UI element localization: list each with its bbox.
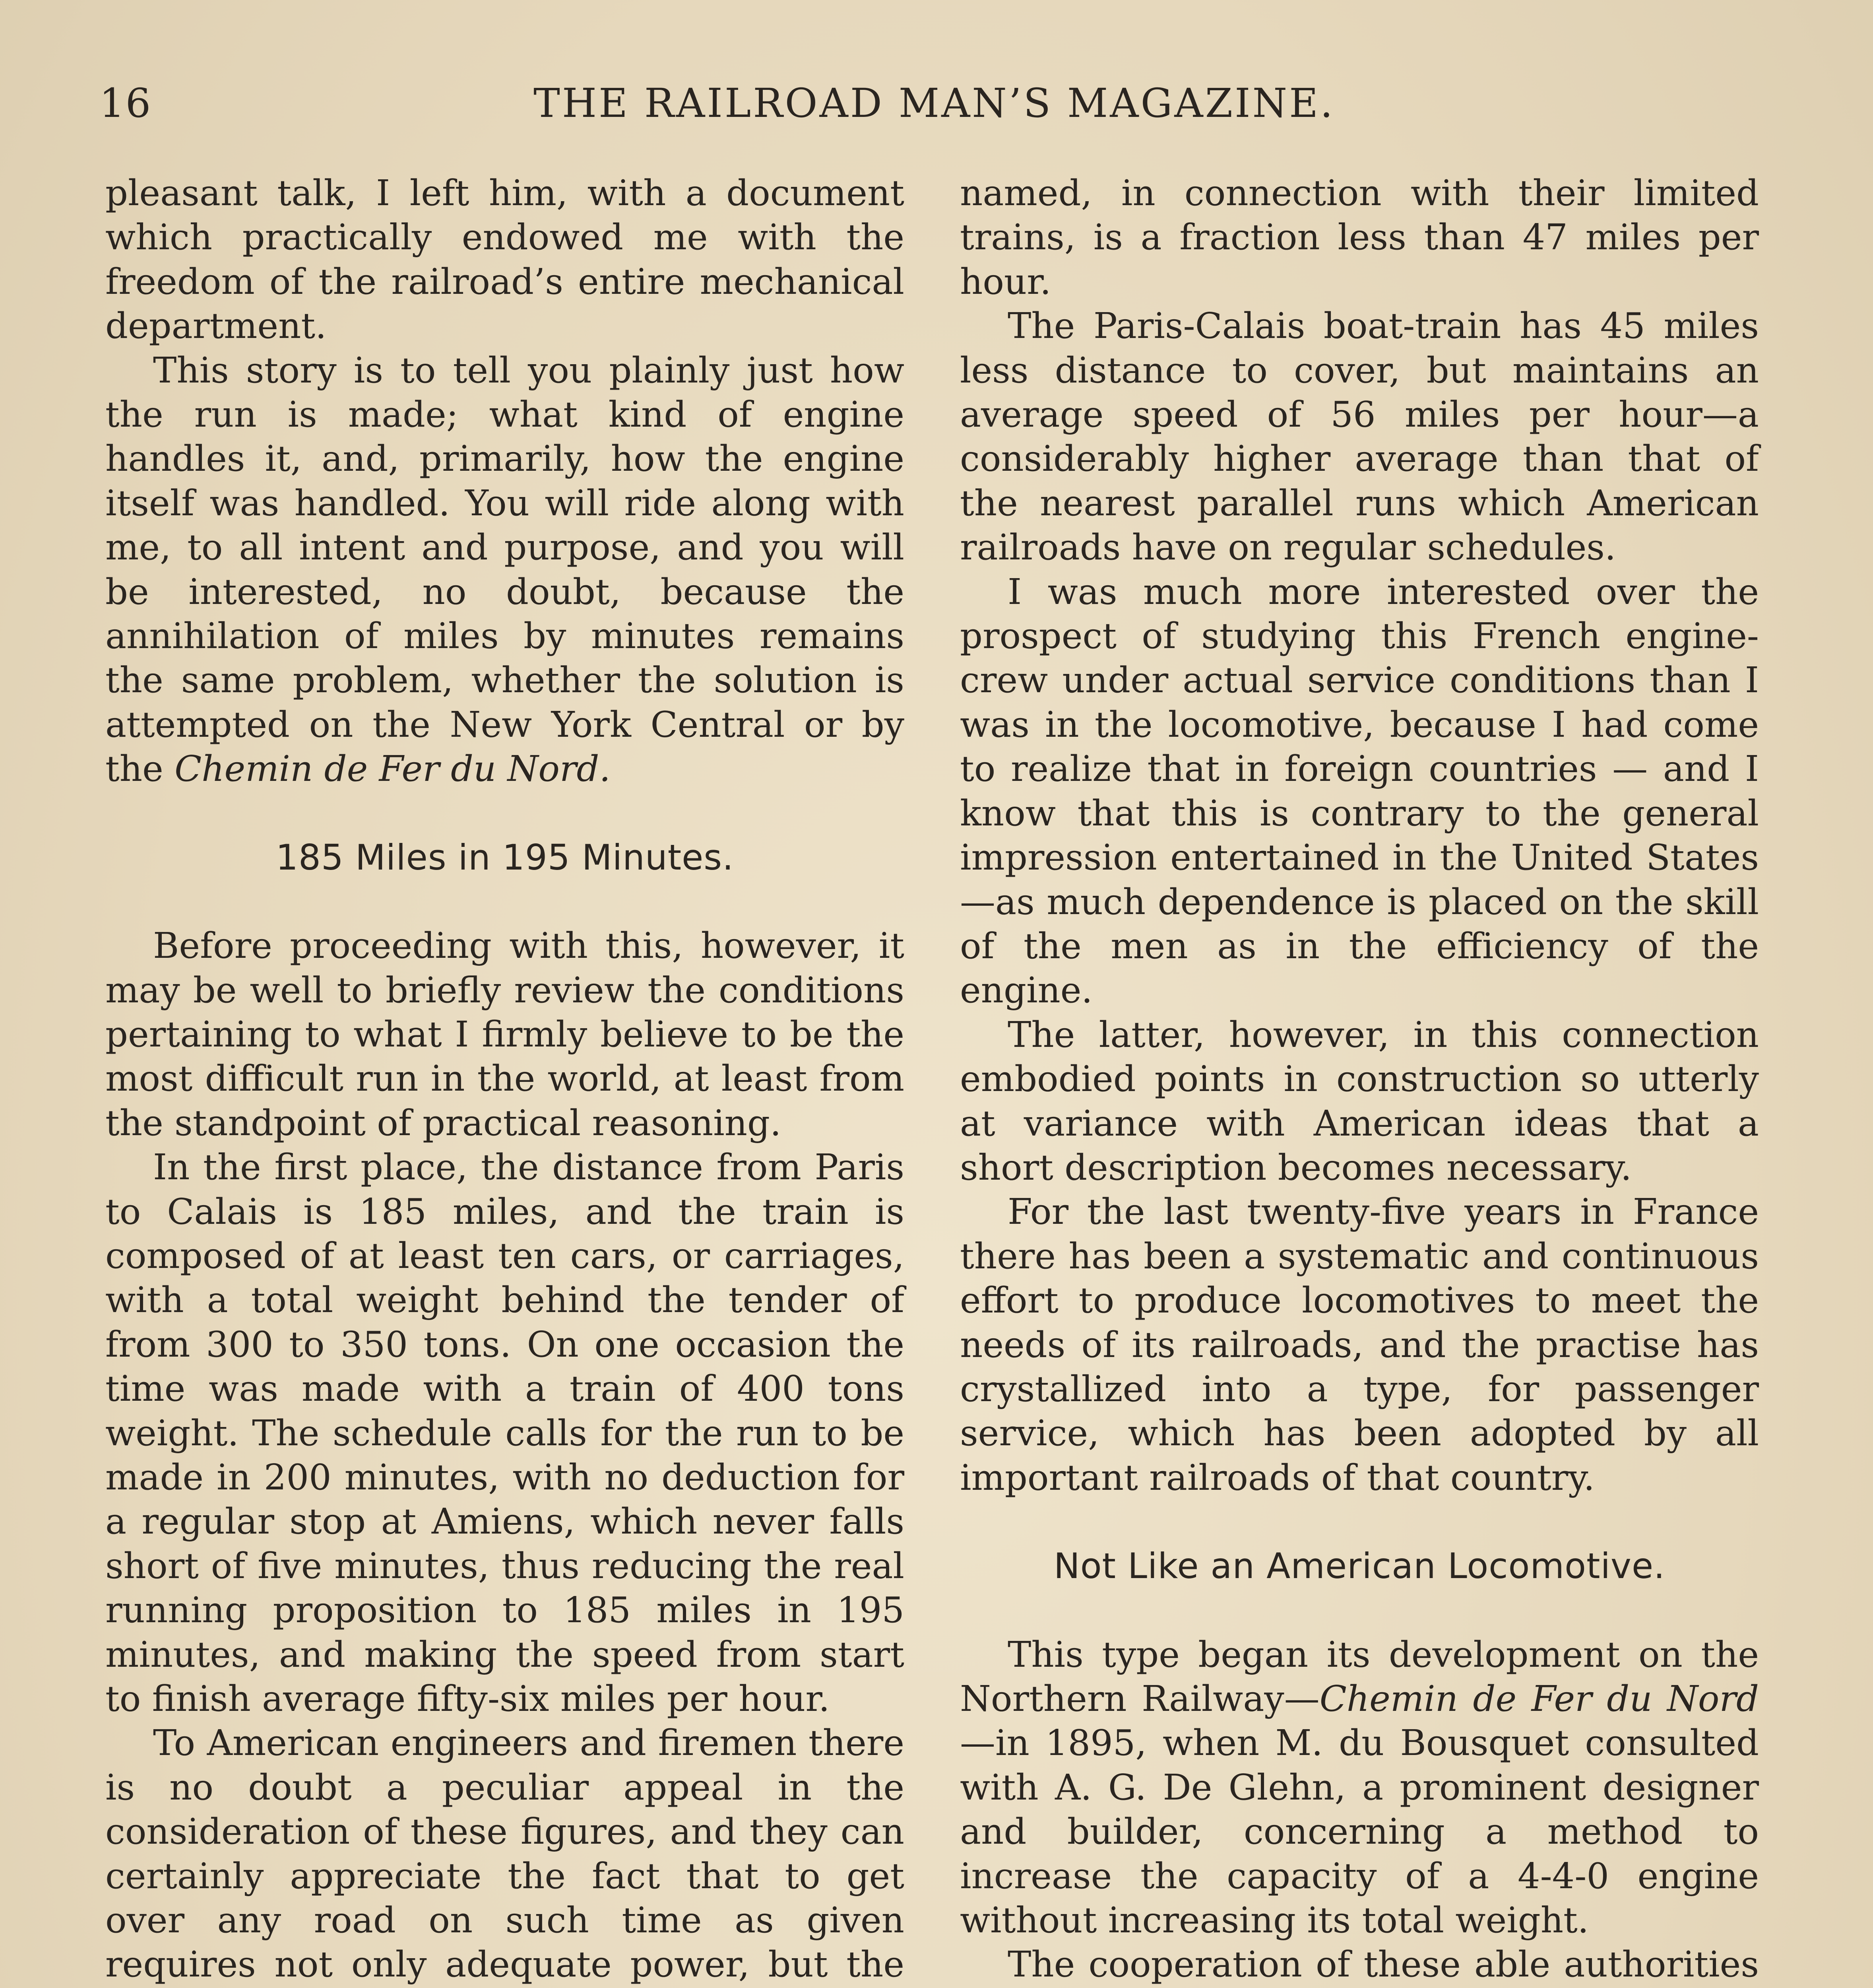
paragraph-text: This type began its development on the Northern Railway— xyxy=(960,1633,1759,1719)
paragraph: Before proceeding with this, however, it may be well to briefly review the conditions pertaining to what I firmly believe to be the most difficult run in the world, at least from the standpoint of practical reasoning. xyxy=(105,925,904,1143)
paragraph: In the first place, the distance from Paris to Calais is 185 miles, and the train is composed of at least ten cars, or carriages, with a total weight behind the tender of from 300 to 350 tons. On one occasion the time was made with a train of 400 tons weight. The schedule calls for the run to be made in 200 minutes, with no deduction for a regular stop at Amiens, which never falls short of five minutes, thus reducing the real running proposition to 185 miles in 195 minutes, and making the speed from start to finish average fifty-six miles per hour. xyxy=(105,1146,904,1719)
section-heading: 185 Miles in 195 Minutes. xyxy=(275,837,734,878)
paragraph: The cooperation of these able authorities xyxy=(1008,1943,1759,1985)
section-heading: Not Like an American Locomotive. xyxy=(1053,1545,1666,1587)
paragraph: pleasant talk, I left him, with a document which practically endowed me with the freedom of the railroad’s entire mechanical department. xyxy=(105,172,904,347)
left-column xyxy=(105,171,904,1988)
paragraph: The latter, however, in this connection embodied points in construction so utterly at variance with American ideas that a short description becomes necessary. xyxy=(960,1013,1759,1188)
paragraph-text: —in 1895, when M. du Bousquet consulted with A. G. De Glehn, a prominent designer and builder, concerning a method to increase the capacity of a 4-4-0 engine without increasing its total weight. xyxy=(960,1722,1759,1941)
page-header xyxy=(0,72,1873,135)
paragraph: To American engineers and firemen there is no doubt a peculiar appeal in the consideration of these figures, and they can certainly appreciate the fact that to get over any road on such time as given requires not only adequate power, but the xyxy=(105,1722,904,1985)
paragraph xyxy=(105,348,904,791)
page-number: 16 xyxy=(99,80,152,126)
paragraph xyxy=(960,1633,1759,1943)
italic-text: Chemin de Fer du Nord xyxy=(1319,1678,1759,1719)
paragraph: The Paris-Calais boat-train has 45 miles less distance to cover, but maintains an average speed of 56 miles per hour—a considerably higher average than that of the nearest parallel runs which American railroads have on regular schedules. xyxy=(960,305,1759,568)
italic-text: Chemin de Fer du Nord. xyxy=(175,748,611,790)
paragraph: For the last twenty-five years in France there has been a systematic and continuous effort to produce locomotives to meet the needs of its railroads, and the practise has crystallized into a type, for passenger service, which has been adopted by all important railroads of that country. xyxy=(960,1191,1759,1498)
right-column xyxy=(960,171,1759,1988)
paragraph: I was much more interested over the prospect of studying this French engine-crew under actual service conditions than I was in the locomotive, because I had come to realize that in foreign countries — and I know that this is contrary to the general impression entertained in the United States —as much dependence is placed on the skill of the men as in the efficiency of the engine. xyxy=(960,571,1759,1011)
paragraph-text: This story is to tell you plainly just how the run is made; what kind of engine handles it, and, primarily, how the engine itself was handled. You will ride along with me, to all intent and purpose, and you will be interested, no doubt, because the annihilation of miles by minutes remains the same problem, whether the solution is attempted on the New York Central or by the xyxy=(105,349,904,790)
running-title: THE RAILROAD MAN’S MAGAZINE. xyxy=(533,80,1335,126)
paragraph: named, in connection with their limited trains, is a fraction less than 47 miles per hour. xyxy=(960,172,1759,302)
